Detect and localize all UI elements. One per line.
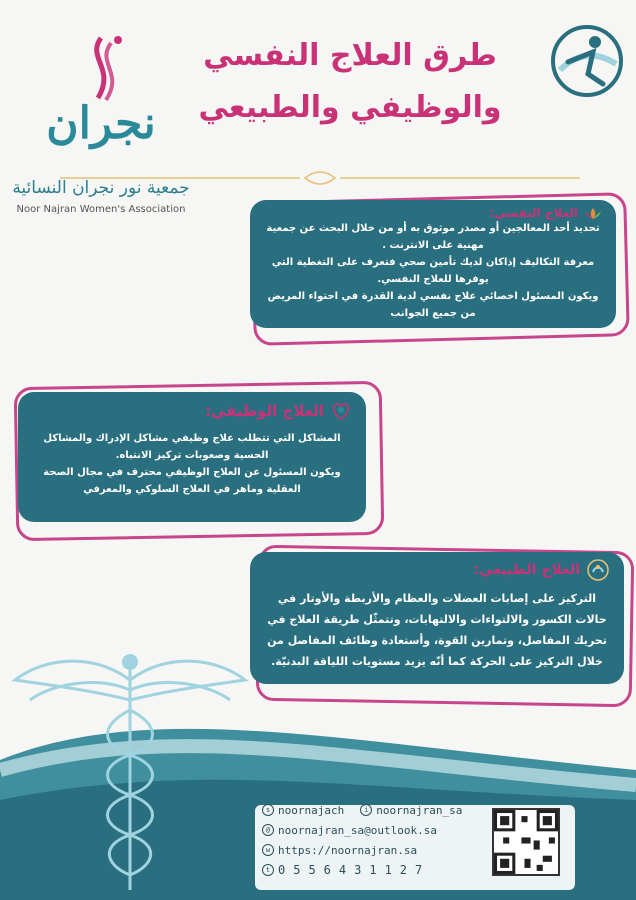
natural-title: العلاج الطبيعي: [473, 562, 580, 578]
psych-body [264, 220, 602, 322]
functional-line: المشاكل التي تتطلب علاج وظيفي مشاكل الإدراك والمشاكل الحسية وصعوبات تركيز الانتباه. [43, 433, 341, 461]
lotus-icon [584, 206, 602, 220]
title-block [170, 30, 530, 134]
ornament-divider [60, 168, 580, 192]
caduceus-icon [10, 630, 250, 900]
psych-line: تحديد أحد المعالجين أو مصدر موثوق به أو من خلال البحث عن جمعية مهنية على الانترنت . [266, 223, 600, 251]
email-row [262, 820, 482, 840]
natural-card-header [264, 558, 610, 582]
logo-flame-icon [6, 28, 196, 108]
hand-leaf-icon [586, 558, 610, 582]
page-title: طرق العلاج النفسي والوظيفي والطبيعي [198, 38, 502, 125]
logo-arabic-name: جمعية نور نجران النسائية [12, 178, 190, 198]
social-handle[interactable]: noornajran_sa [376, 803, 463, 817]
website-link[interactable]: https://noornajran.sa [278, 843, 418, 857]
natural-line: التركيز على إصابات العضلات والعظام والأربطة والأوتار في حالات الكسور والالتواءات والالتهابات، وتتمثّل طريقة العلاج في تحريك المفاصل، وتمارين القوة، وأستعادة وظائف المفاصل من خلال التركيز على الحركة كما أنّه يزيد مستويات اللياقة البدنيّة. [267, 592, 607, 668]
figure-icon [548, 22, 626, 100]
psych-line: ويكون المسئول اخصائي علاج نفسي لدية القدرة في احتواء المريض من جميع الجوانب [267, 291, 599, 319]
functional-card [18, 392, 366, 522]
psych-card [250, 200, 616, 328]
functional-title: العلاج الوظيفي: [204, 402, 324, 420]
logo-english-name: Noor Najran Women's Association [16, 204, 186, 215]
email-address[interactable]: noornajran_sa@outlook.sa [278, 823, 437, 837]
natural-body [264, 588, 610, 672]
snapchat-icon: s [262, 804, 274, 816]
functional-card-header [32, 400, 352, 422]
psych-line: معرفة التكاليف إذاكان لديك تأمين صحي فتعرف على التغطية التي يوفرها للعلاج النفسي. [271, 257, 595, 285]
phone-number[interactable]: 0556431127 [278, 863, 431, 877]
phone-row [262, 860, 482, 880]
instagram-icon: i [360, 804, 372, 816]
logo-wordmark: نجران [46, 98, 156, 149]
heart-tree-icon [330, 400, 352, 422]
web-row [262, 840, 482, 860]
email-icon: @ [262, 824, 274, 836]
functional-body [32, 430, 352, 498]
contact-list [262, 800, 482, 880]
social-row [262, 800, 482, 820]
globe-icon: w [262, 844, 274, 856]
phone-icon: t [262, 864, 274, 876]
psych-title: العلاج النفسي: [489, 206, 578, 220]
qr-code[interactable] [492, 808, 560, 876]
natural-card [250, 552, 624, 684]
psych-card-header [264, 206, 602, 220]
functional-line: ويكون المسئول عن العلاج الوظيفي محترف في مجال الصحة العقلية وماهر في العلاج السلوكي والمعرفي [43, 467, 341, 495]
snap-handle[interactable]: noornajach [278, 803, 345, 817]
